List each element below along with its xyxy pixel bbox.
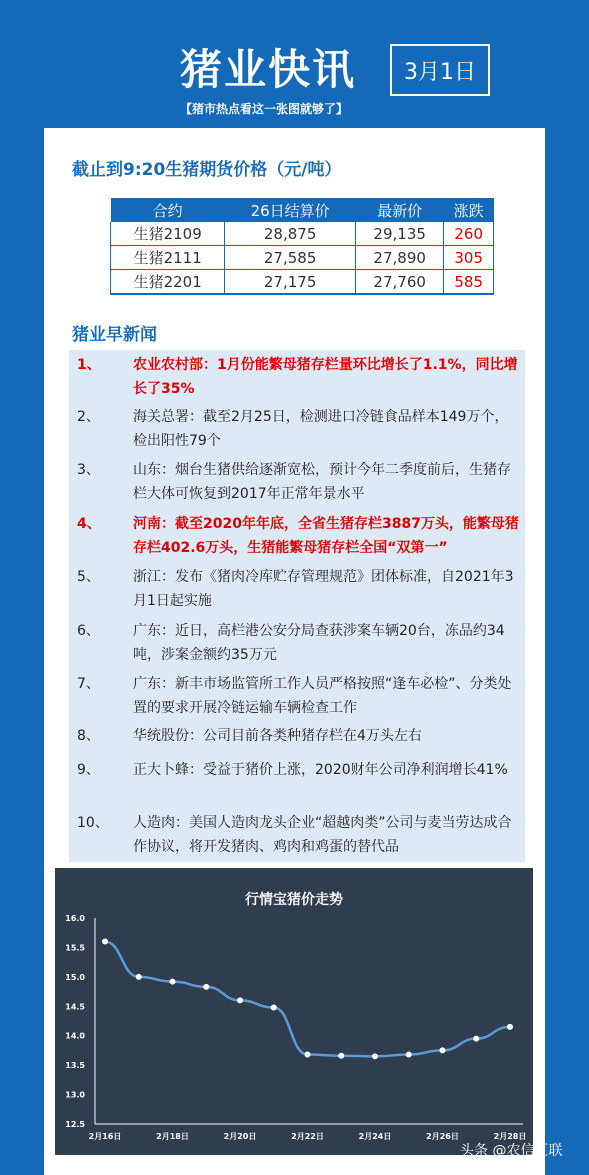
table-header-row <box>111 198 494 222</box>
data-point <box>338 1053 344 1059</box>
data-point <box>372 1053 378 1059</box>
table-cell: 生猪2201 <box>111 270 225 295</box>
table-cell: 260 <box>444 222 494 246</box>
x-tick-label: 2月20日 <box>223 1132 257 1141</box>
price-line-chart <box>55 868 533 1155</box>
y-tick-label: 12.5 <box>65 1120 85 1129</box>
news-text: 广东：新丰市场监管所工作人员严格按照“逢车必检”、分类处置的要求开展冷链运输车辆检查工作 <box>133 676 512 716</box>
news-section-title: 猪业早新闻 <box>72 325 157 345</box>
date-badge: 3月1日 <box>390 44 490 96</box>
table-cell: 585 <box>444 270 494 295</box>
news-number: 5、 <box>77 569 100 585</box>
data-point <box>170 979 176 985</box>
news-text: 河南：截至2020年年底，全省生猪存栏3887万头，能繁母猪存栏402.6万头，生猪能繁母猪存栏全国“双第一” <box>133 516 519 556</box>
table-row <box>111 246 494 270</box>
x-tick-label: 2月28日 <box>493 1132 527 1141</box>
table-cell: 生猪2111 <box>111 246 225 270</box>
table-cell: 27,890 <box>355 246 443 270</box>
table-header-cell: 合约 <box>111 198 225 222</box>
data-point <box>507 1024 513 1030</box>
news-number: 10、 <box>77 815 109 831</box>
y-tick-label: 15.5 <box>65 943 85 953</box>
news-text: 农业农村部：1月份能繁母猪存栏量环比增长了1.1%，同比增长了35% <box>133 357 518 397</box>
news-text: 正大卜蜂：受益于猪价上涨，2020财年公司净利润增长41% <box>133 762 508 778</box>
table-row <box>111 222 494 246</box>
news-list <box>69 350 525 862</box>
price-series-line <box>105 942 510 1057</box>
news-number: 3、 <box>77 462 100 478</box>
news-text: 华统股份：公司目前各类种猪存栏在4万头左右 <box>133 728 422 744</box>
news-text: 山东：烟台生猪供给逐渐宽松，预计今年二季度前后，生猪存栏大体可恢复到2017年正常年景水平 <box>133 462 511 502</box>
table-cell: 29,135 <box>355 222 443 246</box>
x-tick-label: 2月18日 <box>156 1132 189 1141</box>
data-point <box>102 939 108 945</box>
table-header-cell: 26日结算价 <box>225 198 356 222</box>
y-tick-label: 13.0 <box>65 1090 85 1100</box>
table-cell: 27,175 <box>225 270 356 295</box>
data-point <box>440 1047 446 1053</box>
table-cell: 305 <box>444 246 494 270</box>
watermark: 头条 @农信互联 <box>460 1143 563 1159</box>
x-tick-label: 2月16日 <box>88 1132 122 1141</box>
table-cell: 28,875 <box>225 222 356 246</box>
futures-section-title: 截止到9:20生猪期货价格（元/吨） <box>72 160 342 180</box>
news-text: 海关总署：截至2月25日，检测进口冷链食品样本149万个，检出阳性79个 <box>133 409 509 449</box>
chart-title: 行情宝猪价走势 <box>245 892 343 908</box>
x-tick-label: 2月22日 <box>291 1132 324 1141</box>
x-tick-label: 2月24日 <box>358 1132 392 1141</box>
y-tick-label: 14.5 <box>65 1002 85 1012</box>
news-text: 浙江：发布《猪肉冷库贮存管理规范》团体标准，自2021年3月1日起实施 <box>133 569 514 609</box>
table-header-cell: 最新价 <box>355 198 443 222</box>
y-tick-label: 16.0 <box>65 914 85 923</box>
price-chart-panel <box>55 868 533 1155</box>
news-number: 7、 <box>77 676 100 692</box>
news-number: 9、 <box>77 762 100 778</box>
data-point <box>406 1052 412 1058</box>
page-subtitle: 【猪市热点看这一张图就够了】 <box>180 102 349 116</box>
y-tick-label: 13.5 <box>65 1061 85 1071</box>
news-number: 2、 <box>77 409 100 425</box>
news-text: 人造肉：美国人造肉龙头企业“超越肉类”公司与麦当劳达成合作协议，将开发猪肉、鸡肉和鸡蛋的替代品 <box>133 815 512 855</box>
news-number: 4、 <box>77 516 101 532</box>
data-point <box>473 1036 479 1042</box>
news-number: 8、 <box>77 728 100 744</box>
page-title: 猪业快讯 <box>180 45 357 94</box>
data-point <box>237 997 243 1003</box>
data-point <box>203 984 209 990</box>
news-number: 6、 <box>77 623 100 639</box>
y-tick-label: 14.0 <box>65 1031 85 1041</box>
y-tick-label: 15.0 <box>65 972 85 982</box>
table-cell: 生猪2109 <box>111 222 225 246</box>
data-point <box>305 1052 311 1058</box>
table-row <box>111 270 494 295</box>
data-point <box>271 1004 277 1010</box>
news-text: 广东：近日，高栏港公安分局查获涉案车辆20台，冻品约34吨，涉案金额约35万元 <box>133 623 505 663</box>
table-header-cell: 涨跌 <box>444 198 494 222</box>
table-cell: 27,585 <box>225 246 356 270</box>
price-series-points <box>102 939 513 1060</box>
table-cell: 27,760 <box>355 270 443 295</box>
x-tick-label: 2月26日 <box>426 1132 459 1141</box>
futures-price-table <box>110 198 494 295</box>
data-point <box>136 974 142 980</box>
y-tick-labels <box>65 914 85 1129</box>
news-number: 1、 <box>77 357 101 373</box>
